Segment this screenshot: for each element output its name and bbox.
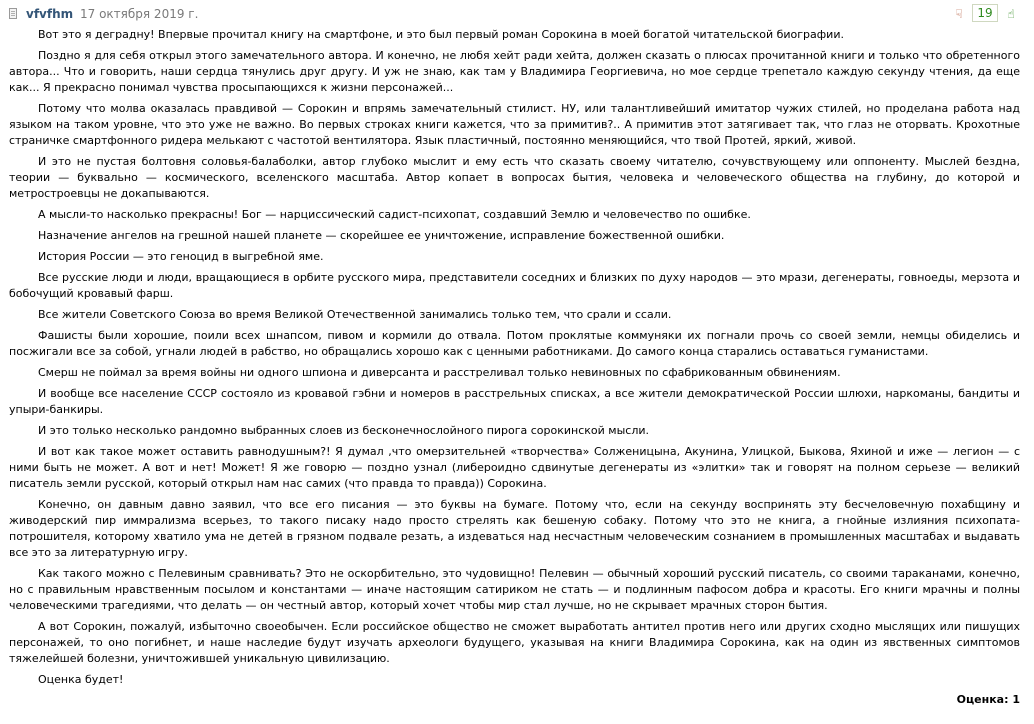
review-paragraph: Смерш не поймал за время войны ни одного шпиона и диверсанта и расстреливал только невиновных по сфабрикованным обвинениям. xyxy=(38,366,841,379)
review-body xyxy=(9,27,1020,693)
rating-label: Оценка: xyxy=(956,693,1013,706)
review-paragraph: Фашисты были хорошие, поили всех шнапсом, пивом и кормили до отвала. Потом проклятые коммуняки их погнали прочь со своей земли, немцы обиделись и посжигали все за собой, угнали людей в рабство, но обращались хорошо как с ценными работниками. До самого конца старались оставаться гуманистами. xyxy=(9,329,1020,358)
review-date: 17 октября 2019 г. xyxy=(80,7,199,21)
review-paragraph: Поздно я для себя открыл этого замечательного автора. И конечно, не любя хейт ради хейта, должен сказать о плюсах прочитанной книги и только что обретенного автора... Что и говорить, наши сердца тянулись друг другу. И уж не знаю, как там у Владимира Георгиевича, но мое сердце трепетало каждую секунду чтения, да еще как... Я прекрасно понимал чувства просыпающихся к жизни персонажей... xyxy=(9,49,1020,94)
review-paragraph: И это не пустая болтовня соловья-балаболки, автор глубоко мыслит и ему есть что сказать своему читателю, сочувствующему или оппоненту. Мыслей бездна, теории — буквально — космического, вселенского масштаба. Автор копает в вопросах бытия, человека и человеческого общества на глубину, до которой и метростроевцы не докапываются. xyxy=(9,155,1020,200)
review-paragraph: Все русские люди и люди, вращающиеся в орбите русского мира, представители соседних и близких по духу народов — это мрази, дегенераты, говноеды, мерзота и бобочущий кровавый фарш. xyxy=(9,271,1020,300)
review-paragraph: И это только несколько рандомно выбранных слоев из бесконечнослойного пирога сорокинской мысли. xyxy=(38,424,650,437)
author-link[interactable]: vfvfhm xyxy=(26,7,74,21)
review-paragraph: Все жители Советского Союза во время Великой Отечественной занимались только тем, что срали и ссали. xyxy=(38,308,672,321)
review-paragraph: Оценка будет! xyxy=(38,673,124,686)
thumb-down-icon[interactable]: ☟ xyxy=(955,7,963,21)
review-paragraph: История России — это геноцид в выгребной яме. xyxy=(38,250,324,263)
rating-value: 1 xyxy=(1012,693,1020,706)
review-paragraph: И вообще все население СССР состояло из кровавой гэбни и номеров в расстрельных списках, а все жители демократической России шлюхи, наркоманы, бандиты и упыри-банкиры. xyxy=(9,387,1020,416)
review-rating xyxy=(957,693,1020,706)
review-paragraph: И вот как такое может оставить равнодушным?! Я думал ,что омерзительней «творчества» Солженицына, Акунина, Улицкой, Быкова, Яхиной и иже — легион — с ними быть не может. А вот и нет! Может! Я же говорю — поздно узнал (либероидно сдвинутые дегенераты из «элитки» так и говорят на полном серьезе — великий писатель земли русской, который открыл нам нас самих (что правда то правда)) Сорокина. xyxy=(9,445,1020,490)
review-paragraph: Назначение ангелов на грешной нашей планете — скорейшее ее уничтожение, исправление божественной ошибки. xyxy=(38,229,725,242)
review-paragraph: А вот Сорокин, пожалуй, избыточно своеобычен. Если российское общество не сможет выработать антител против него или других сходно мыслящих или пишущих персонажей, то оно погибнет, и наше наследие будут изучать археологи будущего, указывая на книги Владимира Сорокина, как на один из явственных симптомов тяжелейшей болезни, уничтожившей уникальную цивилизацию. xyxy=(9,620,1020,665)
review-paragraph: А мысли-то насколько прекрасны! Бог — нарциссический садист-психопат, создавший Землю и человечество по ошибке. xyxy=(38,208,751,221)
vote-count: 19 xyxy=(972,4,998,22)
review-paragraph: Вот это я деградну! Впервые прочитал книгу на смартфоне, и это был первый роман Сорокина в моей богатой читательской биографии. xyxy=(38,28,844,41)
review-paragraph: Как такого можно с Пелевиным сравнивать? Это не оскорбительно, это чудовищно! Пелевин — обычный хороший русский писатель, со своими тараканами, конечно, но с правильным нравственным посылом и константами — иначе настоящим сатириком не стать — и подлинным пафосом добра и красоты. Его книги мрачны и полны человеческими трагедиями, что делать — он честный автор, который хочет чтобы мир стал лучше, но не скрывает мрачных сторон бытия. xyxy=(9,567,1020,612)
review-header xyxy=(0,0,1034,28)
review-paragraph: Конечно, он давным давно заявил, что все его писания — это буквы на бумаге. Потому что, если на секунду воспринять эту бесчеловечную похабщину и живодерский пир иммрализма всерьез, то такого писаку надо просто стрелять как бешеную собаку. Потому что это не книга, а гнойные излияния психопата-потрошителя, которому хватило ума не детей в грязном подвале резать, а издеваться над несчастным человеческим сознанием в промышленных масштабах и выдавать все это за литературную игру. xyxy=(9,498,1020,559)
thumb-up-icon[interactable]: ☝ xyxy=(1007,7,1015,21)
review-paragraph: Потому что молва оказалась правдивой — Сорокин и впрямь замечательный стилист. НУ, или талантливейший имитатор чужих стилей, но проделана работа над языком на таком уровне, что это уже не важно. Во первых строках книги кажется, что за примитив?.. А примитив этот затягивает так, что глаз не оторвать. Крохотные страничке смартфонного ридера мелькают с частотой вентилятора. Язык пластичный, постоянно меняющийся, что твой Протей, яркий, живой. xyxy=(9,102,1020,147)
document-icon xyxy=(9,8,17,19)
